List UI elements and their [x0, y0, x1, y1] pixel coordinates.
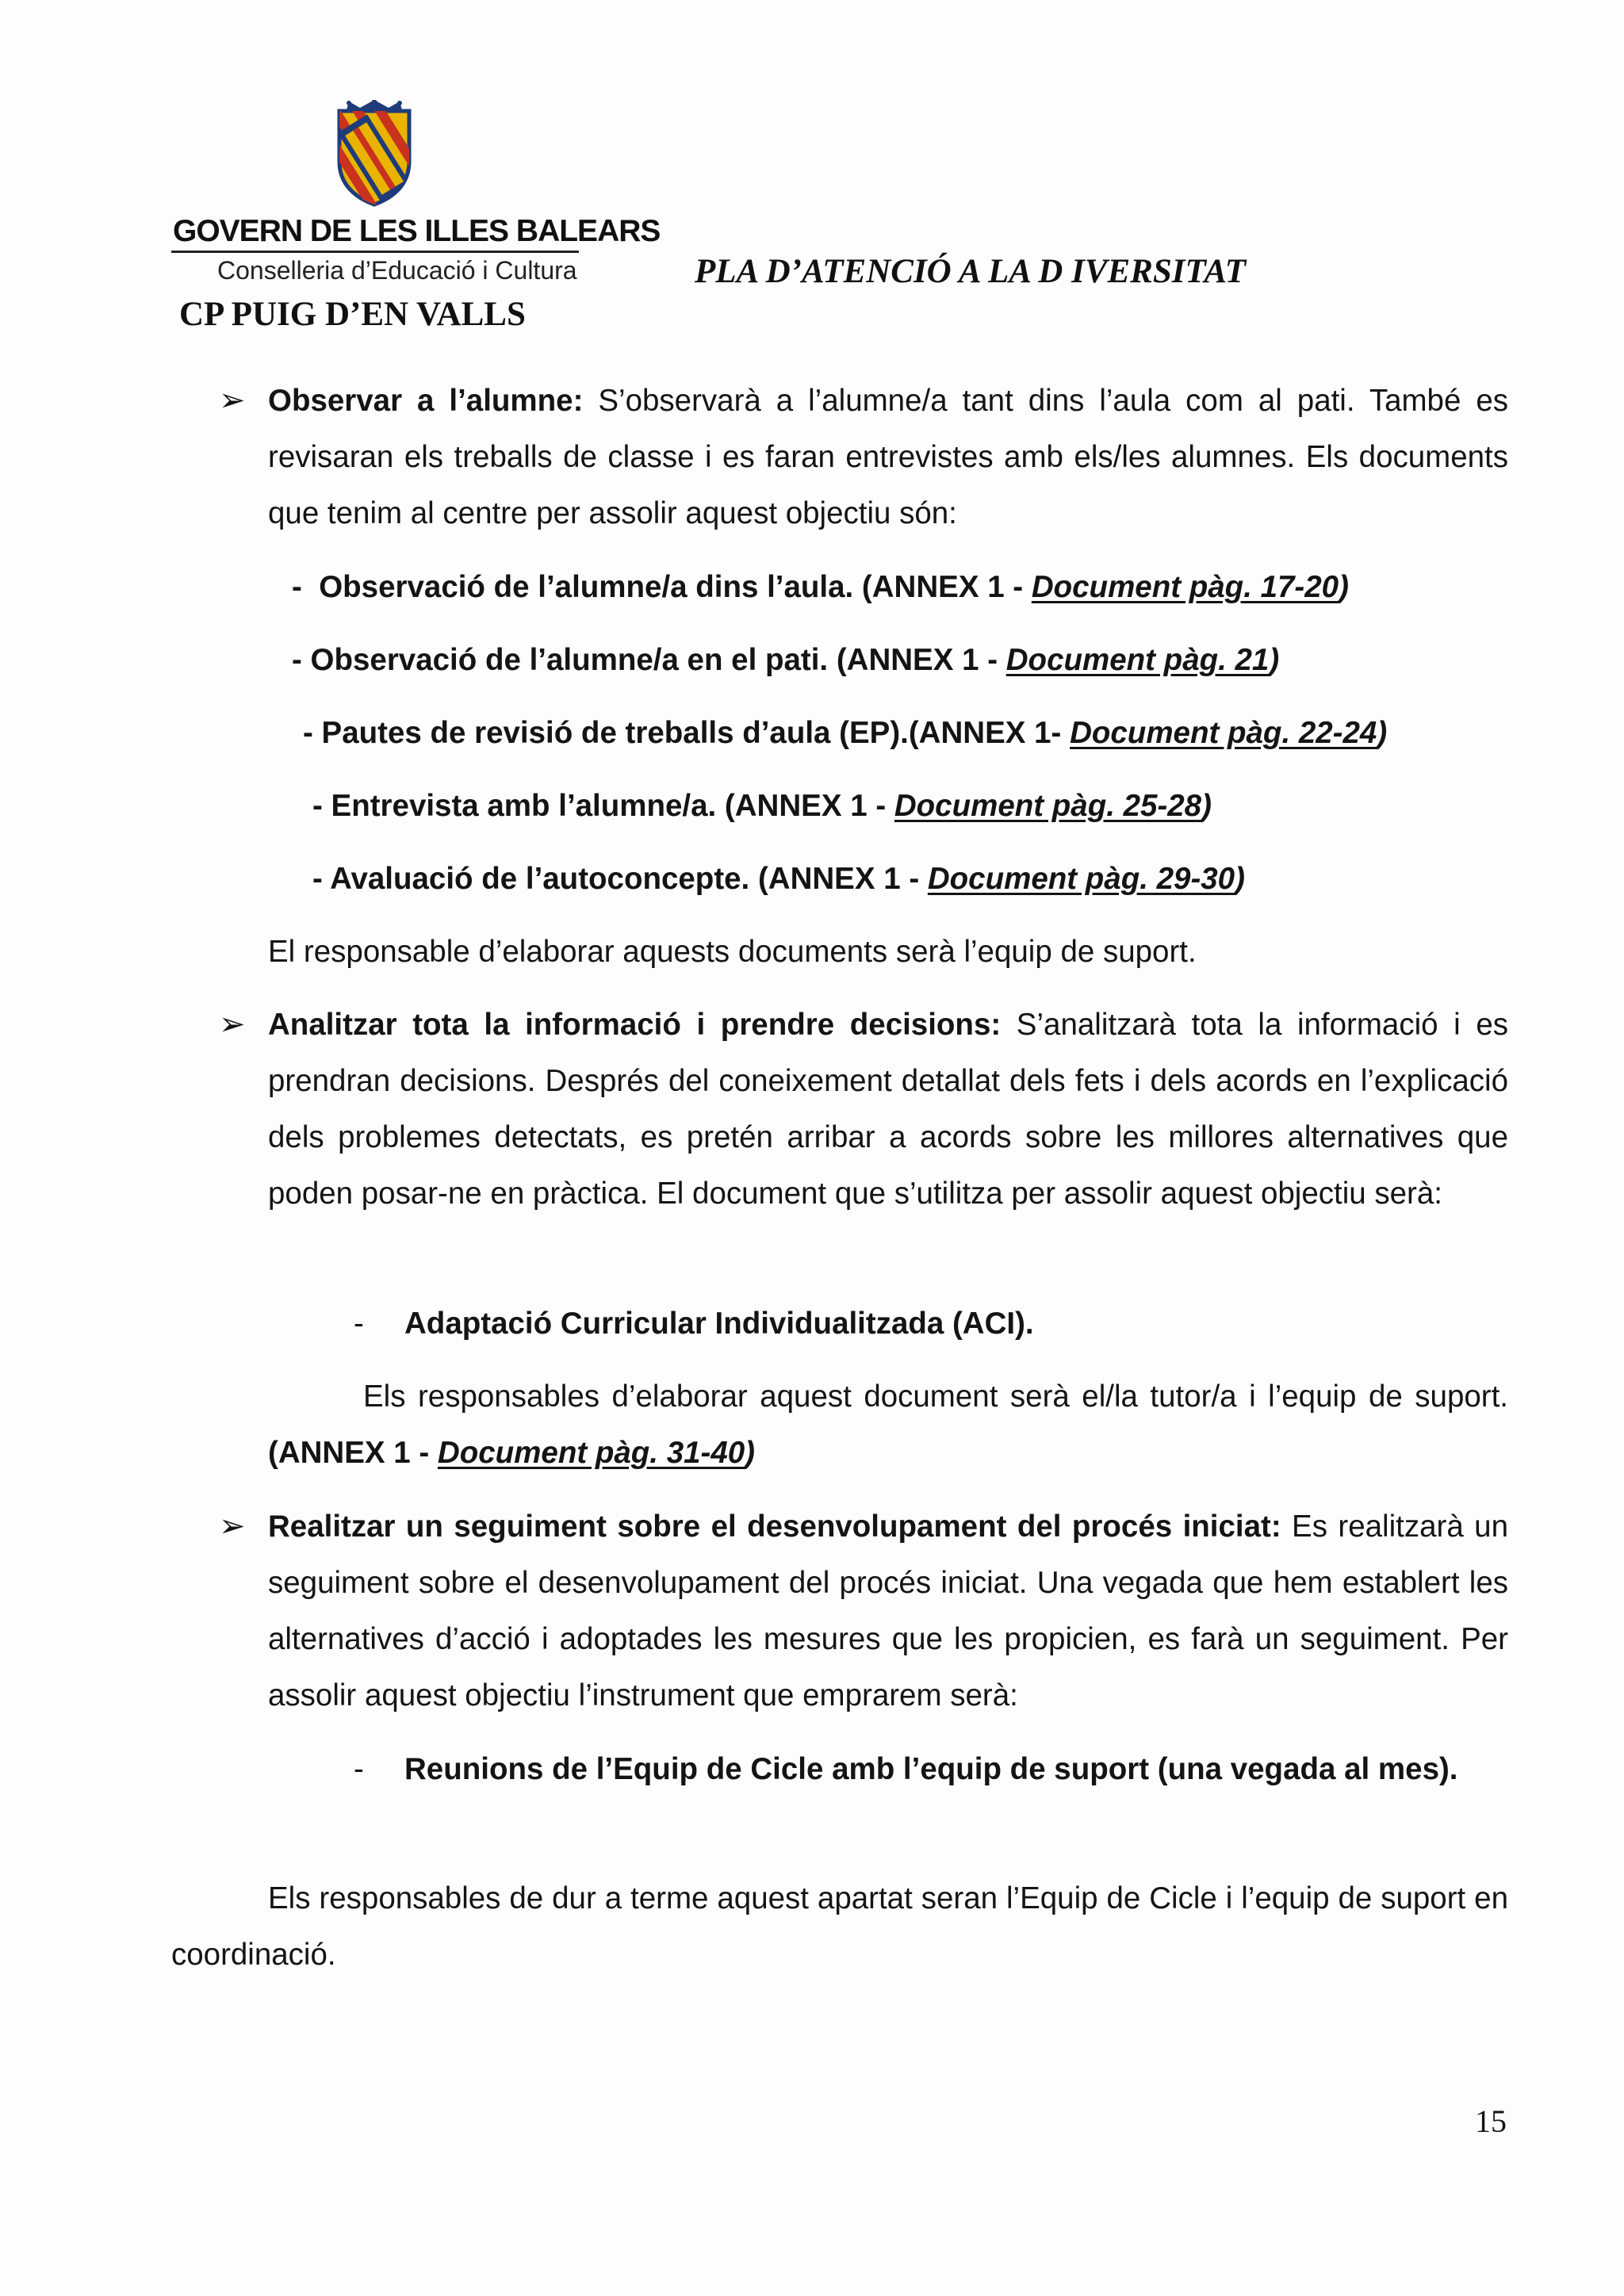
- annex-document-link[interactable]: Document pàg. 22-24: [1070, 716, 1377, 750]
- arrow-bullet-icon: ➢: [219, 1508, 246, 1544]
- section2-heading: Analitzar tota la informació i prendre decisions:: [268, 1008, 1002, 1042]
- section2-responsible: Els responsables d’elaborar aquest document serà el/la tutor/a i l’equip de suport. (ANNEX 1 - Document pàg. 31-40): [268, 1380, 1508, 1470]
- arrow-bullet-icon: ➢: [219, 382, 246, 419]
- section1-paragraph: [268, 373, 1508, 541]
- section1-heading: Observar a l’alumne:: [268, 384, 584, 418]
- section3-heading: Realitzar un seguiment sobre el desenvolupament del procés iniciat:: [268, 1510, 1281, 1544]
- list-item: - Observació de l’alumne/a dins l’aula. (ANNEX 1 - Document pàg. 17-20): [292, 570, 1349, 604]
- section1-responsible: El responsable d’elaborar aquests documents serà l’equip de suport.: [268, 935, 1197, 969]
- section3-paragraph: [268, 1498, 1508, 1724]
- government-name: GOVERN DE LES ILLES BALEARS: [173, 214, 661, 248]
- list-item-dash: -: [354, 1307, 364, 1341]
- list-item: - Entrevista amb l’alumne/a. (ANNEX 1 - Document pàg. 25-28): [312, 789, 1212, 823]
- section2-paragraph: [268, 997, 1508, 1222]
- section3-text: Es realitzarà un seguiment sobre el desenvolupament del procés iniciat. Una vegada que hem establert les alternatives d’acció i adoptades les mesures que les propicien, es farà un seguiment. Per assolir aquest objectiu l’instrument que emprarem serà:: [268, 1510, 1508, 1712]
- meeting-item: Reunions de l’Equip de Cicle amb l’equip de suport (una vegada al mes).: [404, 1752, 1458, 1786]
- list-item: - Avaluació de l’autoconcepte. (ANNEX 1 - Document pàg. 29-30): [312, 862, 1245, 896]
- annex-document-link[interactable]: Document pàg. 17-20: [1031, 570, 1339, 604]
- aci-item: Adaptació Curricular Individualitzada (ACI).: [404, 1307, 1034, 1341]
- annex-document-link[interactable]: Document pàg. 25-28: [894, 789, 1202, 823]
- department-name: Conselleria d’Educació i Cultura: [217, 256, 577, 285]
- list-item-dash: -: [354, 1752, 364, 1786]
- list-item: - Pautes de revisió de treballs d’aula (EP).(ANNEX 1- Document pàg. 22-24): [303, 716, 1388, 750]
- annex-document-link[interactable]: Document pàg. 21: [1005, 643, 1270, 677]
- annex-document-link[interactable]: Document pàg. 31-40: [437, 1436, 745, 1470]
- list-item-label: Avaluació de l’autoconcepte. (ANNEX 1 -: [330, 862, 928, 896]
- list-item-label: Observació de l’alumne/a dins l’aula. (ANNEX 1 -: [319, 570, 1032, 604]
- section2-text: S’analitzarà tota la informació i es prendran decisions. Després del coneixement detallat dels fets i dels acords en l’explicació dels problemes detectats, es pretén arribar a acords sobre les millores alternatives que poden posar-ne en pràctica. El document que s’utilitza per assolir aquest objectiu serà:: [268, 1008, 1508, 1211]
- section3-responsible: Els responsables de dur a terme aquest apartat seran l’Equip de Cicle i l’equip de suport en coordinació.: [171, 1881, 1508, 1972]
- section1-text: S’observarà a l’alumne/a tant dins l’aula com al pati. També es revisaran els treballs de classe i es faran entrevistes amb els/les alumnes. Els documents que tenim al centre per assolir aquest objectiu són:: [268, 384, 1508, 530]
- list-item: - Observació de l’alumne/a en el pati. (ANNEX 1 - Document pàg. 21): [292, 643, 1280, 677]
- list-item-label: Pautes de revisió de treballs d’aula (EP).(ANNEX 1-: [321, 716, 1071, 750]
- document-title: PLA D’ATENCIÓ A LA D IVERSITAT: [695, 253, 1246, 290]
- balearic-coat-of-arms-icon: [330, 100, 419, 208]
- list-item-label: Observació de l’alumne/a en el pati. (ANNEX 1 -: [310, 643, 1006, 677]
- arrow-bullet-icon: ➢: [219, 1006, 246, 1043]
- annex-document-link[interactable]: Document pàg. 29-30: [927, 862, 1235, 896]
- header-rule: [171, 251, 579, 253]
- page-number: 15: [1475, 2103, 1507, 2139]
- school-name: CP PUIG D’EN VALLS: [179, 296, 526, 333]
- list-item-label: Entrevista amb l’alumne/a. (ANNEX 1 -: [331, 789, 894, 823]
